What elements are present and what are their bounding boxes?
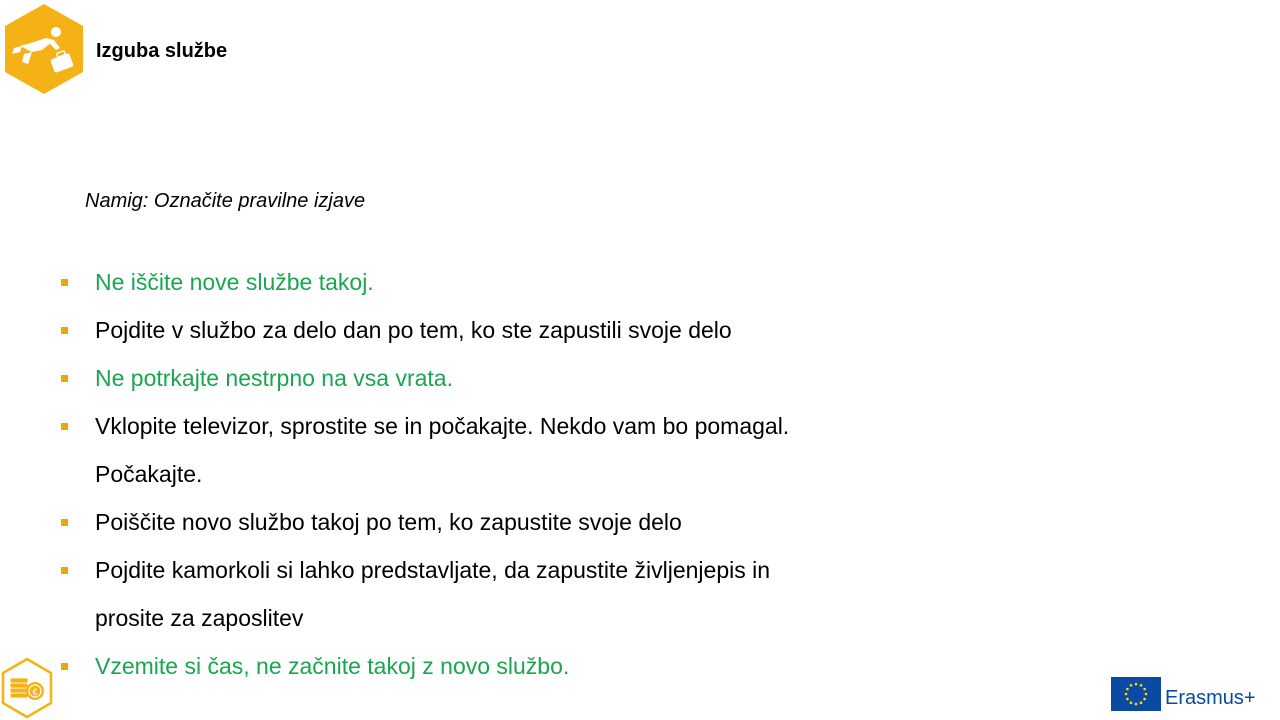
square-bullet-icon xyxy=(61,279,68,286)
hint-text: Namig: Označite pravilne izjave xyxy=(85,190,366,212)
erasmus-logo xyxy=(1111,677,1279,713)
square-bullet-icon xyxy=(61,519,68,526)
statement-item[interactable] xyxy=(58,354,878,402)
statement-item[interactable] xyxy=(58,306,878,354)
statement-text: Pojdite v službo za delo dan po tem, ko ste zapustili svoje delo xyxy=(95,317,732,343)
statement-list xyxy=(58,258,878,690)
statement-item[interactable] xyxy=(58,642,878,690)
statement-text: Ne iščite nove službe takoj. xyxy=(95,269,374,295)
person-falling-with-briefcase-icon xyxy=(2,2,86,96)
square-bullet-icon xyxy=(61,327,68,334)
statement-text: Poiščite novo službo takoj po tem, ko zapustite svoje delo xyxy=(95,509,682,535)
coins-icon xyxy=(0,657,54,719)
square-bullet-icon xyxy=(61,567,68,574)
statement-text: Ne potrkajte nestrpno na vsa vrata. xyxy=(95,365,453,391)
erasmus-label: Erasmus+ xyxy=(1165,687,1256,709)
statement-text: Pojdite kamorkoli si lahko predstavljate, da zapustite življenjepis in xyxy=(95,557,771,583)
statement-item[interactable] xyxy=(58,546,878,642)
statement-item[interactable] xyxy=(58,498,878,546)
svg-text:€: € xyxy=(32,687,38,697)
statement-item[interactable] xyxy=(58,402,878,498)
statement-item[interactable] xyxy=(58,258,878,306)
statement-text-continued: Počakajte. xyxy=(95,461,203,487)
statement-text: Vzemite si čas, ne začnite takoj z novo službo. xyxy=(95,653,570,679)
statement-text-continued: prosite za zaposlitev xyxy=(95,605,304,631)
statement-text: Vklopite televizor, sprostite se in počakajte. Nekdo vam bo pomagal. xyxy=(95,413,790,439)
eu-flag-icon xyxy=(1111,677,1161,711)
page-title: Izguba službe xyxy=(96,40,228,62)
square-bullet-icon xyxy=(61,423,68,430)
square-bullet-icon xyxy=(61,375,68,382)
square-bullet-icon xyxy=(61,663,68,670)
